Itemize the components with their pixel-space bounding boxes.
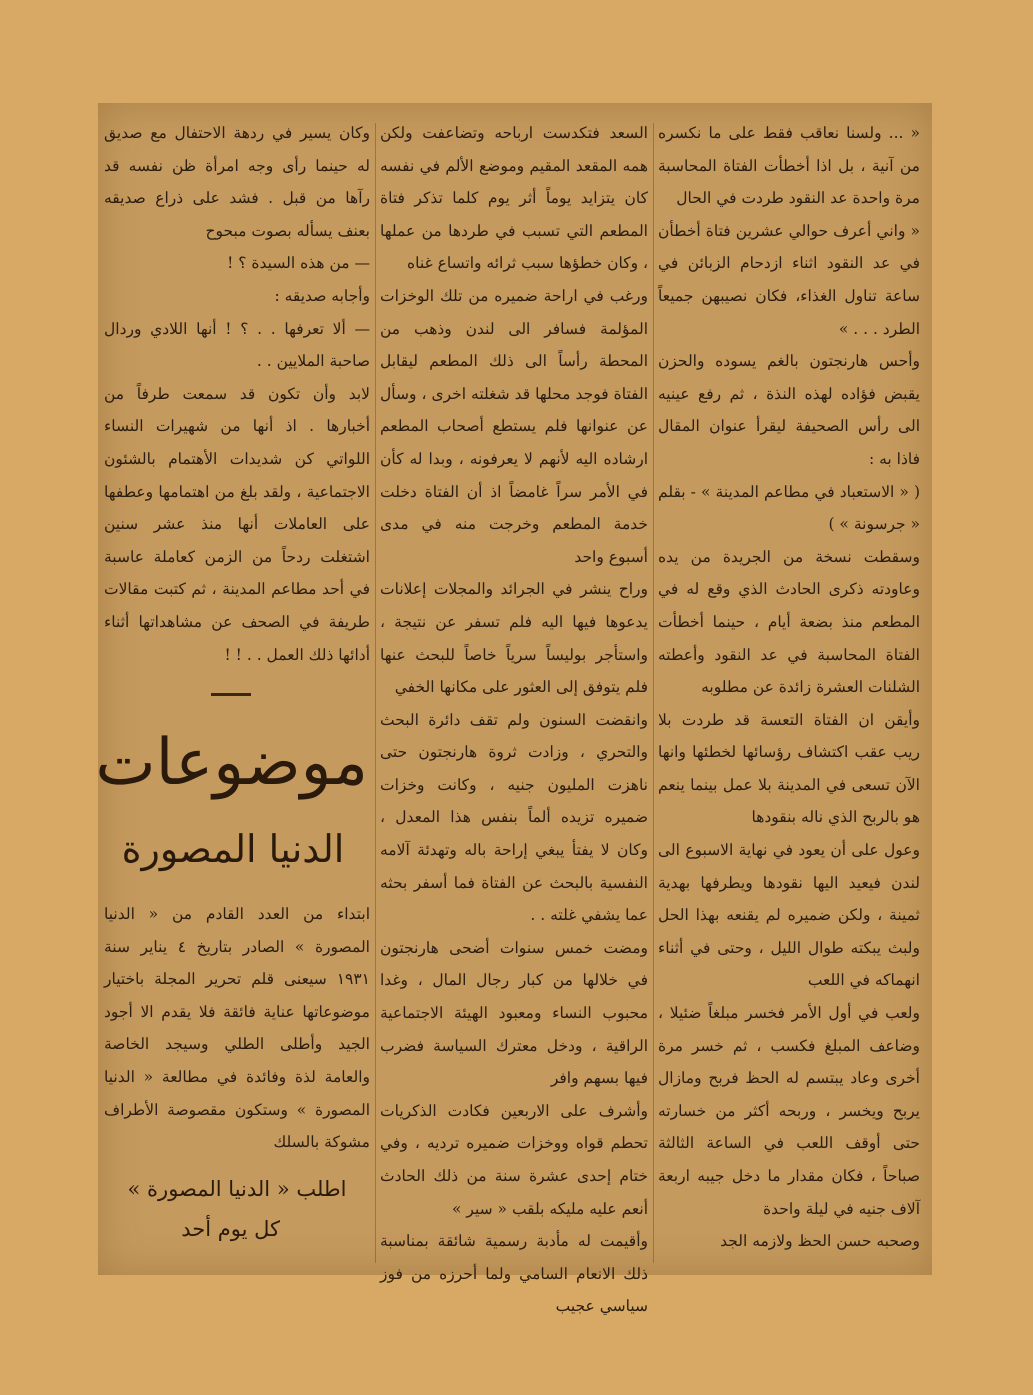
paragraph: السعد فتكدست ارباحه وتضاعفت ولكن همه المقعد المقيم وموضع الألم في نفسه كان يتزايد يوماً أثر يوم كلما تذكر فتاة المطعم التي تسبب في طردها من عملها ، وكان خطؤها سبب ثرائه واتساع غناه (380, 124, 648, 273)
paragraph: وأجابه صديقه : (274, 286, 370, 305)
column-rule (653, 123, 654, 1263)
paragraph: وأقيمت له مأدبة رسمية شائقة بمناسبة ذلك الانعام السامي ولما أحرزه من فوز سياسي عجيب (380, 1232, 648, 1316)
paragraph: ( « الاستعباد في مطاعم المدينة » - بقلم « جرسونة » ) (658, 482, 920, 534)
newspaper-page (95, 103, 932, 1316)
paragraph: ورغب في اراحة ضميره من تلك الوخزات المؤلمة فسافر الى لندن وذهب من المحطة رأساً الى ذلك المطعم ليقابل الفتاة فوجد محلها قد شغلته اخرى ، وسأل عن عنوانها فلم يستطع أصحاب المطعم ارشاده اليه لأنهم لا يعرفونه ، وبدا له كأن في الأمر سراً غامضاً اذ أن الفتاة دخلت خدمة المطعم وخرجت منه في مدى أسبوع واحد (380, 286, 648, 566)
feature-subtitle: الدنيا المصورة (121, 827, 345, 871)
paragraph: وأحس هارنجتون بالغم يسوده والحزن يقبض فؤاده لهذه النذة ، ثم رفع عينيه الى رأس الصحيفة ليقرأ عنوان المقال فاذا به : (658, 352, 920, 468)
column-rule (375, 123, 376, 1263)
paragraph: وأيقن ان الفتاة التعسة قد طردت بلا ريب عقب اكتشاف رؤسائها لخطئها وانها الآن تسعى في المدينة بلا عمل بينما ينعم هو بالربح الذي ناله بنقودها (658, 710, 920, 827)
paragraph: وكان يسير في ردهة الاحتفال مع صديق له حينما رأى وجه امرأة ظن نفسه قد رآها من قبل . فشد على ذراع صديقه بعنف يسأله بصوت مبحوح (104, 124, 370, 240)
article-column-middle (380, 117, 648, 1323)
paragraph: وصحبه حسن الحظ ولازمه الجد (720, 1232, 920, 1251)
order-notice (104, 1169, 370, 1249)
order-line-1: اطلب « الدنيا المصورة » (127, 1177, 347, 1201)
paragraph: لابد وأن تكون قد سمعت طرفاً من أخبارها . اذ أنها من شهيرات النساء اللواتي كن شديدات الأهتمام بالشئون الاجتماعية ، ولقد بلغ من اهتمامها وعطفها على العاملات أنها منذ عشر سنين اشتغلت ردحاً من الزمن كعاملة عاسبة في أحد مطاعم المدينة ، ثم كتبت مقالات طريفة في الصحف عن مشاهداتها أثناء أدائها ذلك العمل . . ! ! (104, 384, 370, 664)
paragraph: وسقطت نسخة من الجريدة من يده وعاودته ذكرى الحادث الذي وقع له في المطعم منذ بضعة أيام ، حينما أخطأت الفتاة المحاسبة في عد النقود وأعطته الشلنات العشرة زائدة عن مطلوبه (658, 547, 920, 697)
section-divider (211, 693, 251, 696)
paragraph: « ... ولسنا نعاقب فقط على ما نكسره من آنية ، بل اذا أخطأت الفتاة المحاسبة مرة واحدة عد النقود طردت في الحال (658, 124, 920, 208)
paragraph: « واني أعرف حوالي عشرين فتاة أخطأن في عد النقود اثناء ازدحام الزبائن في ساعة تناول الغذاء، فكان نصيبهن جميعاً الطرد . . . » (658, 221, 920, 338)
article-column-right (658, 117, 920, 1258)
feature-title: موضوعات (95, 726, 368, 800)
order-line-2: كل يوم أحد (181, 1217, 280, 1241)
paragraph: ولعب في أول الأمر فخسر مبلغاً ضئيلا ، وضاعف المبلغ فكسب ، ثم خسر مرة أخرى وعاد يبتسم له الحظ فربح ومازال يربح ويخسر ، وربحه أكثر من خسارته حتى أوقف اللعب في الساعة الثالثة صباحاً ، فكان مقدار ما دخل جيبه اربعة آلاف جنيه في ليلة واحدة (658, 1004, 920, 1218)
paragraph: وأشرف على الاربعين فكادت الذكريات تحطم قواه ووخزات ضميره ترديه ، وفي ختام إحدى عشرة سنة من ذلك الحادث أنعم عليه مليكه بلقب « سير » (380, 1101, 648, 1218)
announcement-box (104, 898, 370, 1159)
paragraph: وانقضت السنون ولم تقف دائرة البحث والتحري ، وزادت ثروة هارنجتون حتى ناهزت المليون جنيه ، وكانت وخزات ضميره تزيده ألماً بنفس هذا المعدل ، وكان لا يفتأ يبغي إراحة باله وتهدئة آلامه النفسية بالبحث عن الفتاة فما أسفر بحثه عما يشفي غلته . . (380, 710, 648, 925)
paragraph: وعول على أن يعود في نهاية الاسبوع الى لندن فيعيد اليها نقودها ويطرفها بهدية ثمينة ، ولكن ضميره لم يقنعه بهذا الحل ولبث يبكته طوال الليل ، وحتى في أثناء انهماكه في اللعب (658, 841, 920, 990)
paragraph: — ألا تعرفها . . ؟ ! أنها اللادي وردال صاحبة الملايين . . (104, 319, 370, 371)
announcement-text: ابتداء من العدد القادم من « الدنيا المصورة » الصادر بتاريخ ٤ يناير سنة ١٩٣١ سيعنى قلم تحرير المجلة باختيار موضوعاتها عناية فائقة فلا يقدم الا أجود الجيد وأطلى الطلي وسيجد الخاصة والعامة لذة وفائدة في مطالعة « الدنيا المصورة » وستكون مقصوصة الأطراف مشوكة بالسلك (104, 905, 370, 1152)
paragraph: وراح ينشر في الجرائد والمجلات إعلانات يدعوها فيها اليه فلم تسفر عن نتيجة ، واستأجر بوليساً سرياً خاصاً للبحث عنها فلم يتوفق إلى العثور على مكانها الخفي (380, 580, 648, 697)
paragraph: — من هذه السيدة ؟ ! (227, 254, 370, 273)
paragraph: ومضت خمس سنوات أضحى هارنجتون في خلالها من كبار رجال المال ، وغدا محبوب النساء ومعبود الهيئة الاجتماعية الراقية ، ودخل معترك السياسة فضرب فيها بسهم وافر (380, 938, 648, 1088)
article-column-left (104, 117, 370, 671)
